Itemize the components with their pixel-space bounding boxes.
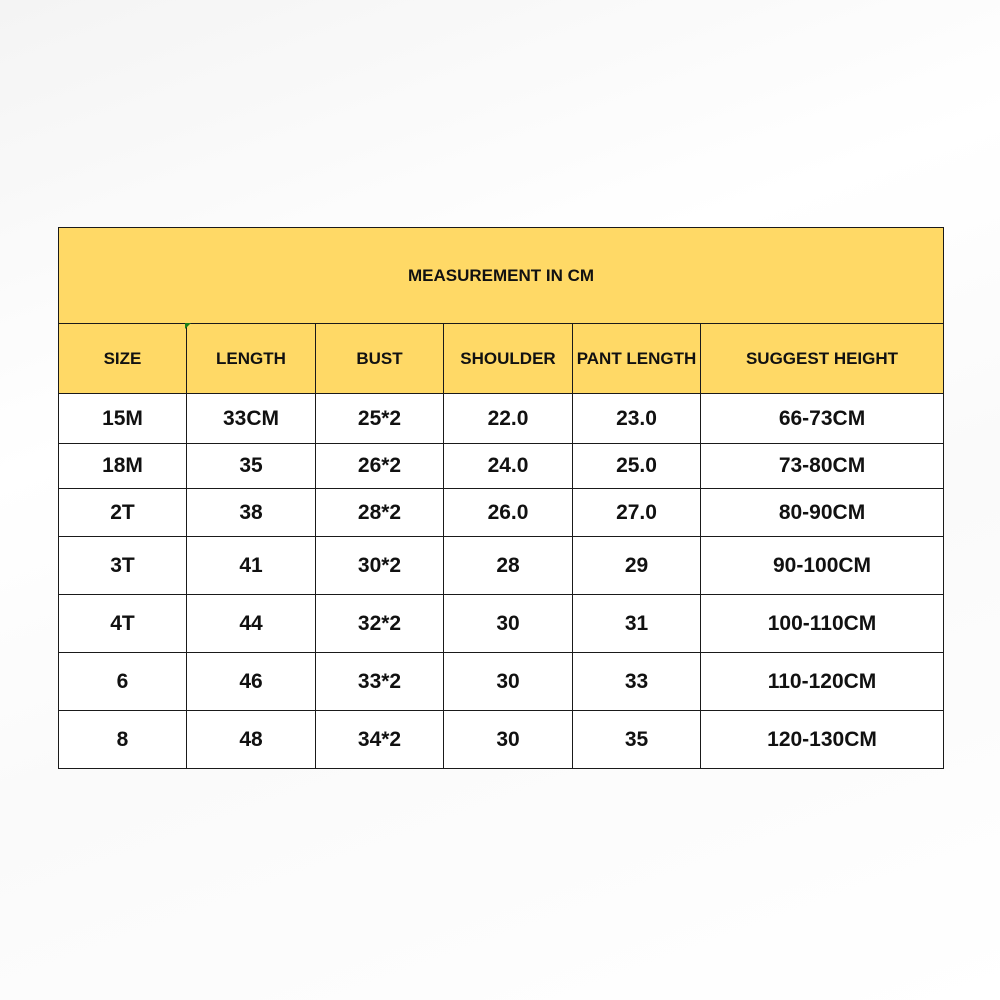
column-header-bust: BUST — [316, 324, 444, 394]
cell-size: 3T — [59, 537, 187, 595]
cell-suggest-height: 73-80CM — [701, 444, 944, 489]
cell-size: 18M — [59, 444, 187, 489]
cell-length: 44 — [187, 595, 316, 653]
cell-length: 38 — [187, 489, 316, 537]
cell-size: 15M — [59, 394, 187, 444]
cell-suggest-height: 110-120CM — [701, 653, 944, 711]
cell-suggest-height: 90-100CM — [701, 537, 944, 595]
cell-pant-length: 31 — [573, 595, 701, 653]
table-row — [59, 444, 944, 489]
table-row — [59, 711, 944, 769]
cell-bust: 30*2 — [316, 537, 444, 595]
cell-length: 33CM — [187, 394, 316, 444]
cell-pant-length: 29 — [573, 537, 701, 595]
cell-suggest-height: 80-90CM — [701, 489, 944, 537]
cell-bust: 25*2 — [316, 394, 444, 444]
table-row — [59, 653, 944, 711]
table-row — [59, 537, 944, 595]
cell-pant-length: 27.0 — [573, 489, 701, 537]
table-header-row — [59, 324, 944, 394]
cell-bust: 33*2 — [316, 653, 444, 711]
cell-shoulder: 30 — [444, 595, 573, 653]
cell-bust: 26*2 — [316, 444, 444, 489]
cell-suggest-height: 66-73CM — [701, 394, 944, 444]
cell-shoulder: 24.0 — [444, 444, 573, 489]
cell-shoulder: 30 — [444, 653, 573, 711]
cell-size: 6 — [59, 653, 187, 711]
cell-bust: 34*2 — [316, 711, 444, 769]
cell-shoulder: 28 — [444, 537, 573, 595]
cell-shoulder: 26.0 — [444, 489, 573, 537]
table-row — [59, 489, 944, 537]
cell-shoulder: 30 — [444, 711, 573, 769]
cell-pant-length: 23.0 — [573, 394, 701, 444]
column-header-pant-length: PANT LENGTH — [573, 324, 701, 394]
cell-pant-length: 25.0 — [573, 444, 701, 489]
cell-size: 2T — [59, 489, 187, 537]
cell-size: 8 — [59, 711, 187, 769]
size-chart-table — [58, 227, 944, 769]
cell-pant-length: 35 — [573, 711, 701, 769]
table-row — [59, 595, 944, 653]
column-header-length: LENGTH — [187, 324, 316, 394]
cell-bust: 28*2 — [316, 489, 444, 537]
cell-corner-marker — [185, 323, 191, 329]
table-title-row — [59, 228, 944, 324]
column-header-shoulder: SHOULDER — [444, 324, 573, 394]
cell-pant-length: 33 — [573, 653, 701, 711]
cell-bust: 32*2 — [316, 595, 444, 653]
cell-size: 4T — [59, 595, 187, 653]
cell-shoulder: 22.0 — [444, 394, 573, 444]
table-row — [59, 394, 944, 444]
cell-length: 41 — [187, 537, 316, 595]
table-title: MEASUREMENT IN CM — [59, 228, 944, 324]
cell-length: 35 — [187, 444, 316, 489]
column-header-suggest-height: SUGGEST HEIGHT — [701, 324, 944, 394]
cell-suggest-height: 120-130CM — [701, 711, 944, 769]
column-header-size: SIZE — [59, 324, 187, 394]
cell-length: 46 — [187, 653, 316, 711]
cell-suggest-height: 100-110CM — [701, 595, 944, 653]
cell-length: 48 — [187, 711, 316, 769]
